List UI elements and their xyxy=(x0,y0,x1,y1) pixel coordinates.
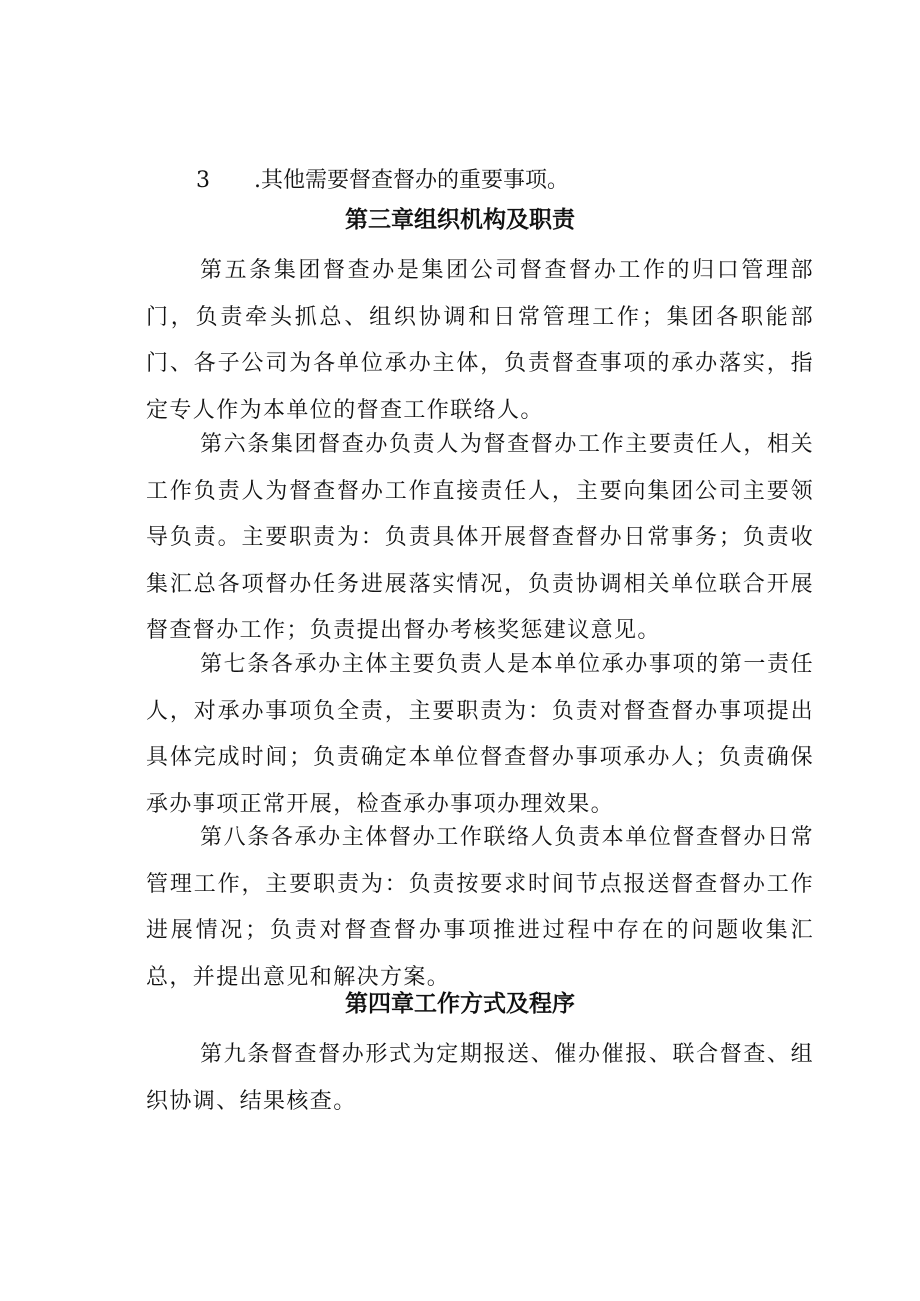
list-item-3 xyxy=(196,163,569,199)
article-8-paragraph: 第八条各承办主体督办工作联络人负责本单位督查督办日常管理工作，主要职责为：负责按要求时间节点报送督查督办工作进展情况；负责对督查督办事项推进过程中存在的问题收集汇总，并提出意见和解决方案。 xyxy=(146,825,814,990)
chapter-3-title: 第三章组织机构及职责 xyxy=(345,207,575,233)
list-item-number: 3 xyxy=(196,168,210,193)
article-7-paragraph: 第七条各承办主体主要负责人是本单位承办事项的第一责任人，对承办事项负全责，主要职责为：负责对督查督办事项提出具体完成时间；负责确定本单位督查督办事项承办人；负责确保承办事项正常开展，检查承办事项办理效果。 xyxy=(146,652,814,817)
article-6-paragraph: 第六条集团督查办负责人为督查督办工作主要责任人，相关工作负责人为督查督办工作直接责任人，主要向集团公司主要领导负责。主要职责为：负责具体开展督查督办日常事务；负责收集汇总各项督办任务进展落实情况，负责协调相关单位联合开展督查督办工作；负责提出督办考核奖惩建议意见。 xyxy=(146,432,814,643)
chapter-4-title: 第四章工作方式及程序 xyxy=(345,991,575,1017)
list-item-text: .其他需要督查督办的重要事项。 xyxy=(254,168,569,193)
article-9-paragraph: 第九条督查督办形式为定期报送、催办催报、联合督查、组织协调、结果核查。 xyxy=(146,1042,814,1114)
article-5-paragraph: 第五条集团督查办是集团公司督查督办工作的归口管理部门，负责牵头抓总、组织协调和日常管理工作；集团各职能部门、各子公司为各单位承办主体，负责督查事项的承办落实，指定专人作为本单位的督查工作联络人。 xyxy=(146,258,814,423)
